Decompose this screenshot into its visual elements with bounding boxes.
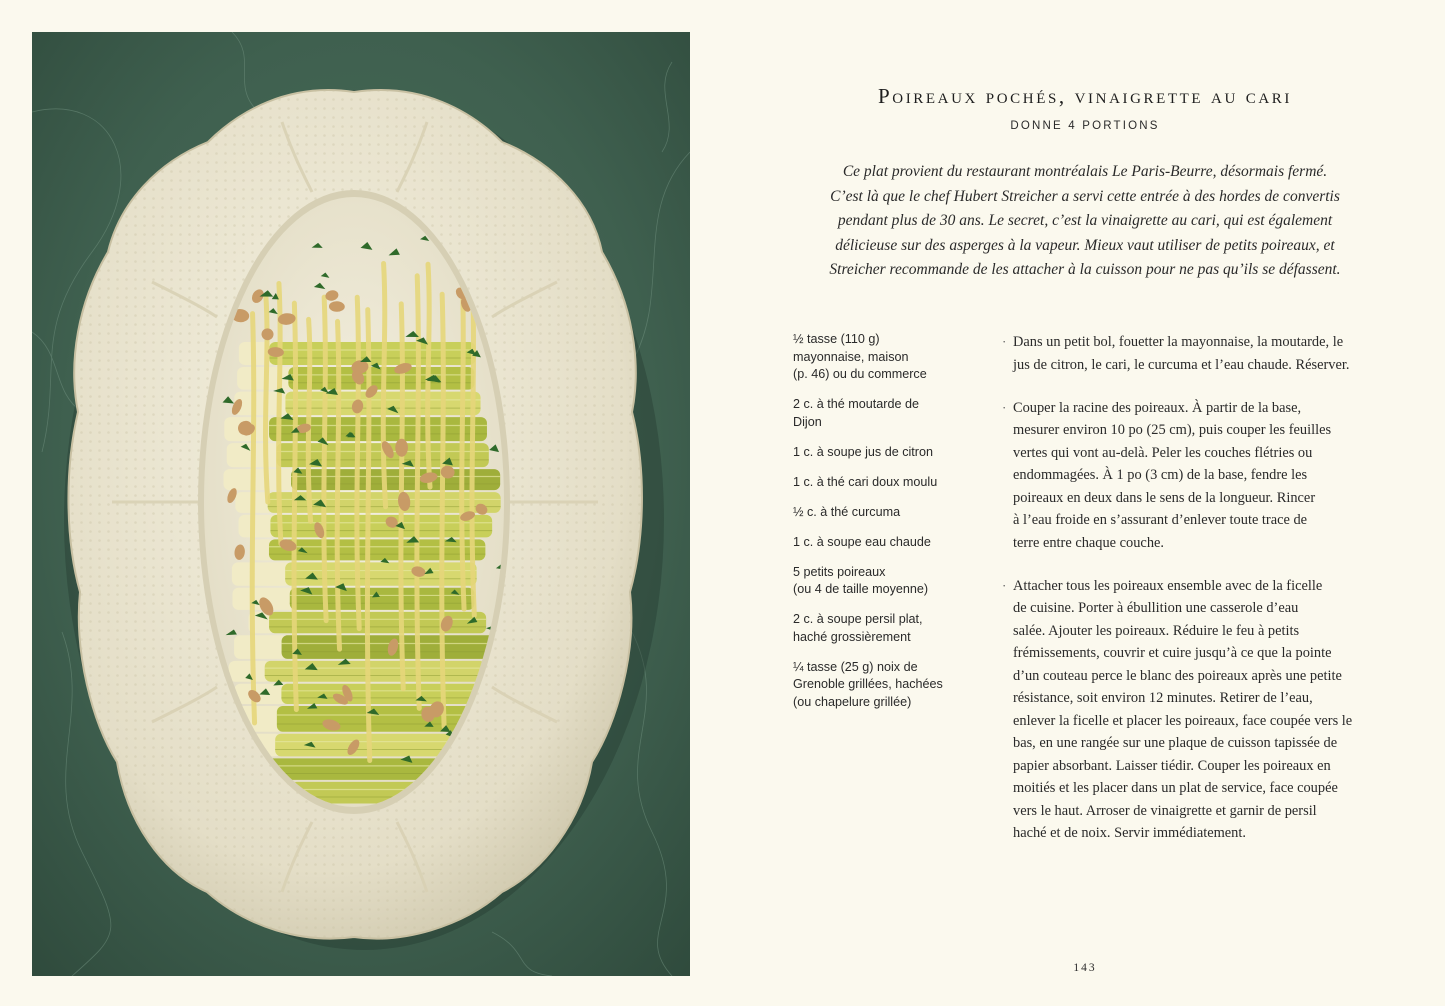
step-bullet: ·: [1002, 577, 1007, 593]
intro-line: Ce plat provient du restaurant montréalais Le Paris-Beurre, désormais fermé.: [842, 163, 1328, 180]
ingredient-item: [793, 659, 983, 712]
ingredient-line: 1 c. à soupe eau chaude: [793, 534, 931, 549]
ingredient-list: [793, 331, 983, 724]
ingredient-line: (p. 46) ou du commerce: [793, 367, 927, 381]
step-line: mesurer environ 10 po (25 cm), puis couper les feuilles: [1013, 422, 1332, 438]
step-bullet: ·: [1002, 334, 1007, 349]
poached-leeks-illustration: [32, 32, 690, 976]
ingredient-line: ½ tasse (110 g): [793, 332, 880, 346]
step-line: résistance, soit environ 12 minutes. Retirer de l’eau,: [1013, 690, 1313, 706]
step-line: haché et de noix. Servir immédiatement.: [1013, 825, 1246, 841]
ingredient-line: ¼ tasse (25 g) noix de: [793, 659, 918, 674]
ingredient-line: 2 c. à soupe persil plat,: [793, 612, 923, 626]
recipe-intro: [780, 160, 1390, 283]
ingredient-item: [793, 444, 983, 462]
ingredient-item: [793, 564, 983, 599]
servings-label: DONNE 4 PORTIONS: [1010, 120, 1160, 132]
ingredient-line: (ou chapelure grillée): [793, 694, 912, 709]
ingredient-line: 1 c. à soupe jus de citron: [793, 444, 934, 459]
ingredient-line: ½ c. à thé curcuma: [793, 504, 901, 519]
step-line: à l’eau froide en s’assurant d’enlever toute trace de: [1013, 512, 1308, 528]
ingredient-item: [793, 534, 983, 552]
step-line: Couper la racine des poireaux. À partir de la base,: [1013, 399, 1302, 416]
step-line: bas, en une rangée sur une plaque de cuisson tapissée de: [1013, 735, 1338, 751]
step-item: [1002, 397, 1402, 555]
step-line: papier absorbant. Laisser tiédir. Couper les poireaux en: [1013, 757, 1331, 774]
step-line: vers le haut. Arroser de vinaigrette et garnir de persil: [1013, 802, 1317, 819]
ingredient-line: haché grossièrement: [793, 629, 911, 644]
step-line: Dans un petit bol, fouetter la mayonnaise, la moutarde, le: [1013, 334, 1344, 350]
step-bullet: ·: [1002, 399, 1007, 415]
step-line: Attacher tous les poireaux ensemble avec de la ficelle: [1013, 577, 1323, 594]
intro-line: Streicher recommande de les attacher à la cuisson pour ne pas qu’ils se défassent.: [829, 261, 1341, 278]
ingredient-line: (ou 4 de taille moyenne): [793, 582, 929, 596]
intro-line: C’est là que le chef Hubert Streicher a servi cette entrée à des hordes de convertis: [830, 187, 1340, 205]
step-item: [1002, 575, 1402, 845]
step-item: [1002, 331, 1402, 376]
intro-line: délicieuse sur des asperges à la vapeur. Mieux vaut utiliser de petits poireaux, et: [835, 236, 1335, 254]
ingredient-item: [793, 504, 983, 522]
ingredient-line: mayonnaise, maison: [793, 349, 909, 364]
recipe-photo: [32, 32, 690, 976]
step-line: endommagées. À 1 po (3 cm) de la base, fendre les: [1013, 467, 1308, 483]
ingredient-line: 5 petits poireaux: [793, 564, 886, 579]
step-line: moitiés et les placer dans un plat de service, face coupée: [1013, 780, 1338, 796]
ingredient-item: [793, 396, 983, 431]
method-steps: [1002, 331, 1402, 865]
step-line: poireaux en deux dans le sens de la longueur. Rincer: [1013, 489, 1316, 506]
step-line: de cuisine. Porter à ébullition une casserole d’eau: [1013, 600, 1299, 616]
page-number: 143: [1073, 962, 1097, 974]
step-line: d’un couteau perce le blanc des poireaux après une petite: [1013, 667, 1342, 684]
ingredient-line: Dijon: [793, 414, 822, 429]
step-line: vertes qui vont au-delà. Peler les couches flétries ou: [1013, 444, 1313, 461]
ingredient-line: 2 c. à thé moutarde de: [793, 397, 920, 411]
step-line: frémissements, couvrir et cuire jusqu’à ce que la pointe: [1013, 645, 1332, 661]
step-line: terre entre chaque couche.: [1013, 534, 1165, 551]
intro-line: pendant plus de 30 ans. Le secret, c’est la vinaigrette au cari, qui est également: [837, 212, 1333, 229]
recipe-title: Poireaux pochés, vinaigrette au cari: [877, 84, 1293, 108]
ingredient-line: Grenoble grillées, hachées: [793, 677, 943, 691]
ingredient-item: [793, 474, 983, 492]
step-line: salée. Ajouter les poireaux. Réduire le feu à petits: [1013, 622, 1300, 639]
ingredient-item: [793, 331, 983, 384]
step-line: jus de citron, le cari, le curcuma et l’eau chaude. Réserver.: [1013, 356, 1350, 373]
step-line: enlever la ficelle et placer les poireaux, face coupée vers le: [1013, 712, 1353, 729]
ingredient-item: [793, 611, 983, 646]
ingredient-line: 1 c. à thé cari doux moulu: [793, 474, 938, 489]
